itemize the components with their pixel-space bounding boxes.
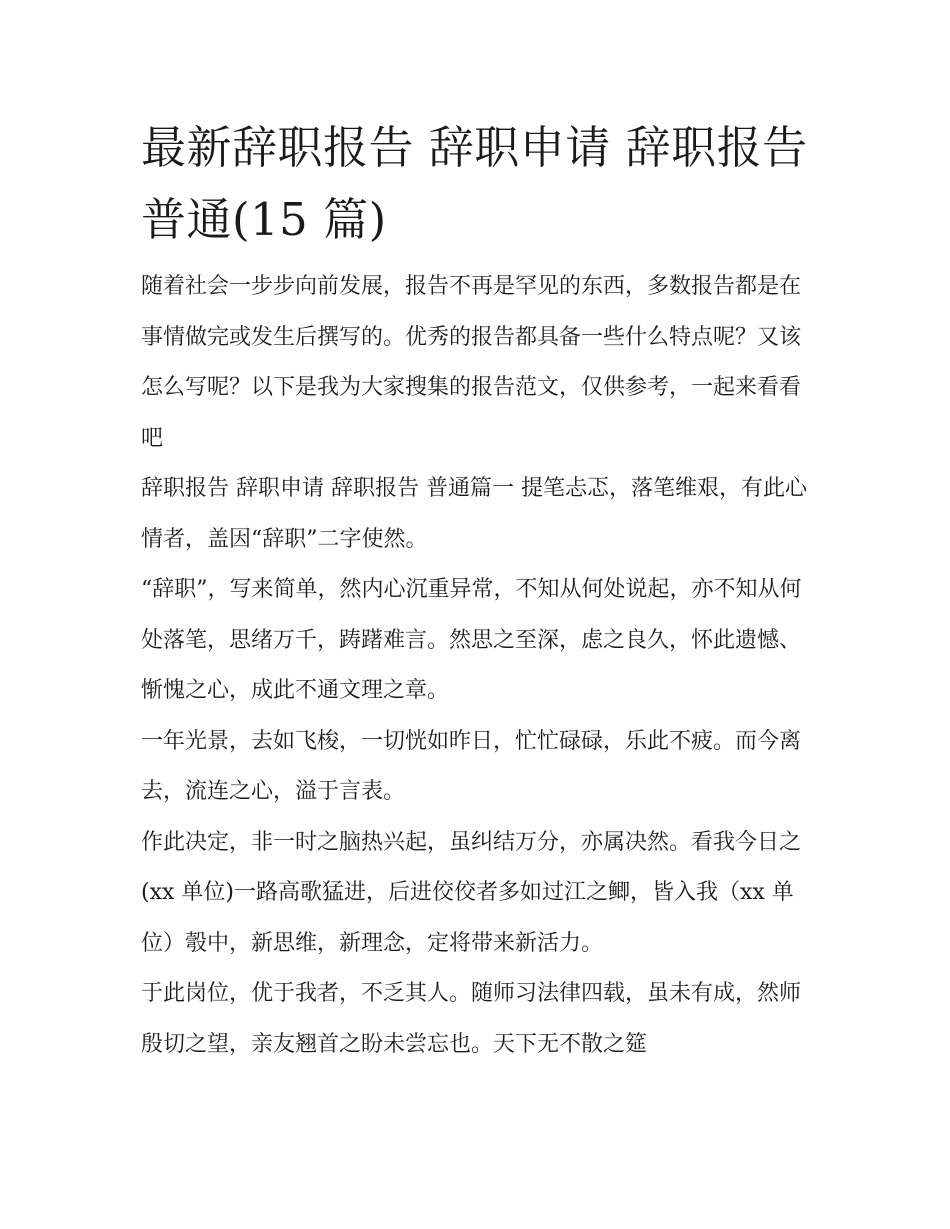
document-body — [141, 112, 813, 1070]
paragraph-5: 于此岗位，优于我者，不乏其人。随师习法律四载，虽未有成，然师殷切之望，亲友翘首之盼未尝忘也。天下无不散之筵 — [141, 981, 802, 1057]
paragraph-3: 一年光景，去如飞梭，一切恍如昨日，忙忙碌碌，乐此不疲。而今离去，流连之心，溢于言表。 — [141, 728, 802, 804]
paragraph-4: 作此决定，非一时之脑热兴起，虽纠结万分，亦属决然。看我今日之(xx 单位)一路高歌猛进，后进佼佼者多如过江之鲫，皆入我（xx 单位）彀中，新思维，新理念，定将带来新活力。 — [141, 829, 802, 956]
paragraph-intro: 随着社会一步步向前发展，报告不再是罕见的东西，多数报告都是在事情做完或发生后撰写的。优秀的报告都具备一些什么特点呢？又该怎么写呢？以下是我为大家搜集的报告范文，仅供参考，一起来看看吧 — [141, 274, 802, 451]
document-title: 最新辞职报告 辞职申请 辞职报告 普通(15 篇) — [141, 121, 808, 246]
paragraph-2: “辞职”，写来简单，然内心沉重异常，不知从何处说起，亦不知从何处落笔，思绪万千，踌躇难言。然思之至深，虑之良久，怀此遗憾、惭愧之心，成此不通文理之章。 — [141, 577, 802, 703]
paragraph-1: 辞职报告 辞职申请 辞职报告 普通篇一 提笔忐忑，落笔维艰，有此心情者，盖因“辞职”二字使然。 — [141, 476, 807, 552]
